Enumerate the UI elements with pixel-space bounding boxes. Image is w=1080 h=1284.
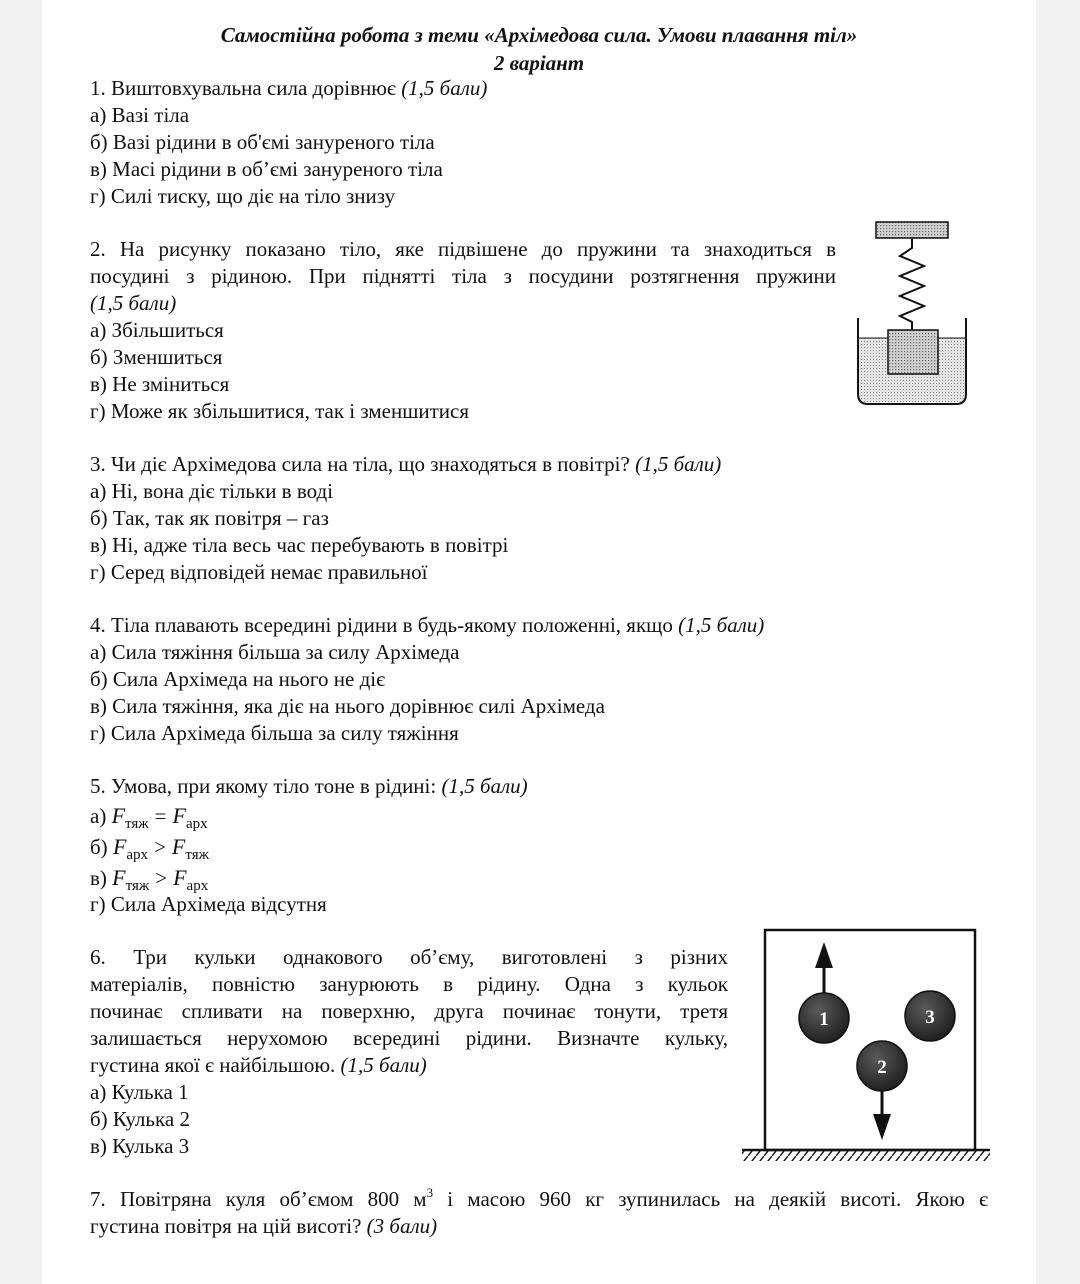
q5-option-b: б) $F_{арх} > F_{тяж}$ xyxy=(90,834,209,863)
q6-option-c: в) Кулька 3 xyxy=(90,1134,190,1158)
question-4: 4. Тіла плавають всередині рідини в будь-якому положенні, якщо (1,5 бали) xyxy=(90,613,765,637)
hanging-body xyxy=(888,330,938,374)
q1-option-b: б) Вазі рідини в об'ємі зануреного тіла xyxy=(90,130,435,154)
q4-option-a: а) Сила тяжіння більша за силу Архімеда xyxy=(90,640,460,664)
question-2-points: (1,5 бали) xyxy=(90,291,177,315)
question-2-line-1: 2. На рисунку показано тіло, яке підвішене до пружини та знаходиться в xyxy=(90,237,836,261)
question-1: 1. Виштовхувальна сила дорівнює (1,5 бали) xyxy=(90,76,488,100)
liquid-container xyxy=(765,930,975,1150)
spring xyxy=(900,238,924,330)
q1-option-d: г) Силі тиску, що діє на тіло знизу xyxy=(90,184,396,208)
worksheet-page xyxy=(42,0,1036,1284)
ground-hatch xyxy=(742,1151,990,1161)
question-2-line-2: посудині з рідиною. При піднятті тіла з посудини розтягнення пружини xyxy=(90,264,836,288)
question-7-line-1: 7. Повітряна куля об’ємом 800 $м^3$ і масою 960 кг зупинилась на деякій висоті. Якою є xyxy=(90,1185,988,1211)
question-6-line-4: залишається нерухомою всередині рідини. Визначте кульку, xyxy=(90,1026,728,1050)
q1-option-c: в) Масі рідини в об’ємі зануреного тіла xyxy=(90,157,443,181)
q5-option-a: а) $F_{тяж} = F_{арх}$ xyxy=(90,803,208,832)
question-6-line-2: матеріалів, повністю занурюють в рідину. Одна з кульок xyxy=(90,972,728,996)
q2-option-b: б) Зменшиться xyxy=(90,345,223,369)
question-6-line-1: 6. Три кульки однакового об’єму, виготовлені з різних xyxy=(90,945,728,969)
q3-option-b: б) Так, так як повітря – газ xyxy=(90,506,329,530)
question-6-line-3: починає спливати на поверхню, друга починає тонути, третя xyxy=(90,999,728,1023)
q5-option-c: в) $F_{тяж} > F_{арх}$ xyxy=(90,865,209,894)
q3-option-c: в) Ні, адже тіла весь час перебувають в повітрі xyxy=(90,533,509,557)
question-6-line-5: густина якої є найбільшою. (1,5 бали) xyxy=(90,1053,427,1077)
q4-option-c: в) Сила тяжіння, яка діє на нього дорівнює силі Архімеда xyxy=(90,694,605,718)
q1-option-a: а) Вазі тіла xyxy=(90,103,190,127)
variant-label: 2 варіант xyxy=(493,51,585,75)
q5-option-d: г) Сила Архімеда відсутня xyxy=(90,892,327,916)
three-balls-figure xyxy=(740,926,992,1166)
q4-option-d: г) Сила Архімеда більша за силу тяжіння xyxy=(90,721,459,745)
question-5: 5. Умова, при якому тіло тоне в рідині: (1,5 бали) xyxy=(90,774,528,798)
worksheet-title: Самостійна робота з теми «Архімедова сила. Умови плавання тіл» xyxy=(220,23,858,47)
ball-3-label: 3 xyxy=(925,1007,935,1028)
q3-option-d: г) Серед відповідей немає правильної xyxy=(90,560,428,584)
q2-option-d: г) Може як збільшитися, так і зменшитися xyxy=(90,399,470,423)
ball-2-label: 2 xyxy=(877,1057,887,1078)
q6-option-a: а) Кулька 1 xyxy=(90,1080,189,1104)
ball-1-label: 1 xyxy=(819,1009,829,1030)
q2-option-c: в) Не зміниться xyxy=(90,372,230,396)
ceiling-plate xyxy=(876,222,948,238)
question-3: 3. Чи діє Архімедова сила на тіла, що знаходяться в повітрі? (1,5 бали) xyxy=(90,452,722,476)
q6-option-b: б) Кулька 2 xyxy=(90,1107,190,1131)
question-7-line-2: густина повітря на цій висоті? (3 бали) xyxy=(90,1214,438,1238)
spring-vessel-figure xyxy=(852,218,972,408)
q4-option-b: б) Сила Архімеда на нього не діє xyxy=(90,667,386,691)
q3-option-a: а) Ні, вона діє тільки в воді xyxy=(90,479,334,503)
q2-option-a: а) Збільшиться xyxy=(90,318,224,342)
